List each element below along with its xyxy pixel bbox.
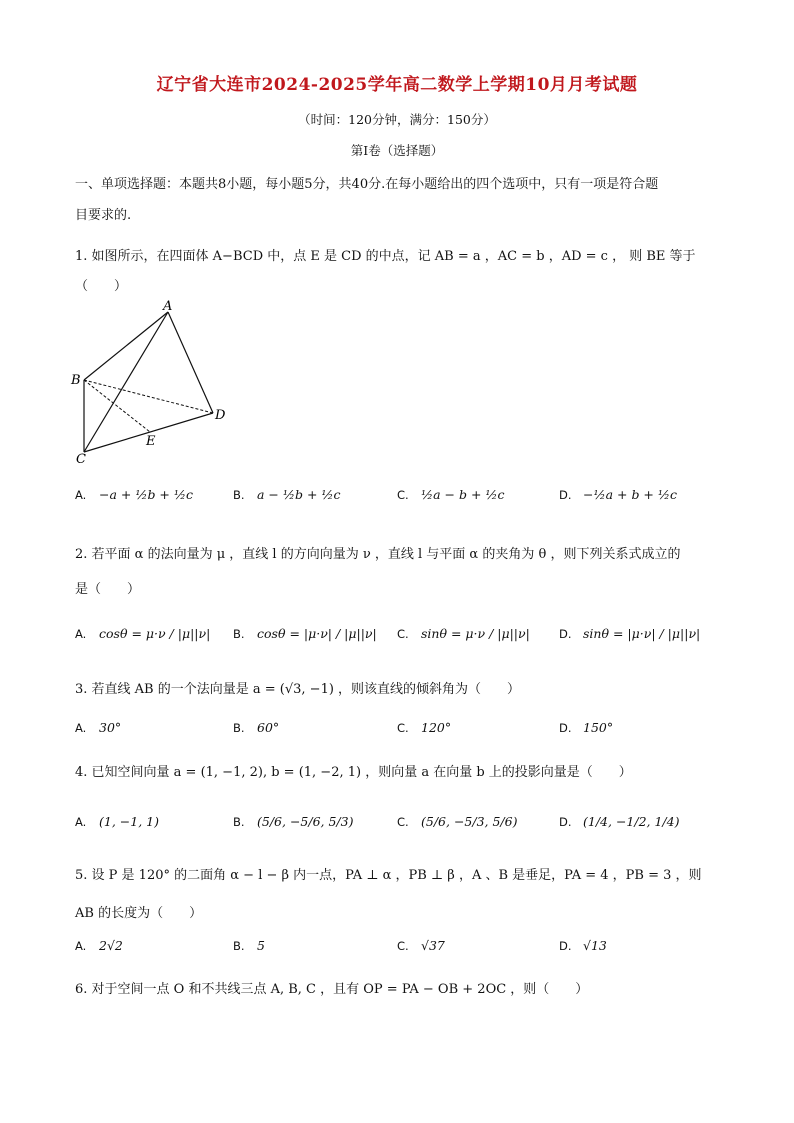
q4-option-b[interactable]: B. (5/6, −5/6, 5/3) bbox=[233, 814, 354, 829]
q6-stem-line1: 6. 对于空间一点 O 和不共线三点 A, B, C ，且有 OP = PA − OB + 2OC ，则（ ） bbox=[75, 982, 589, 997]
segment-be-hidden bbox=[84, 380, 150, 432]
q2-option-d[interactable]: D. sinθ = |μ·ν| / |μ||ν| bbox=[559, 626, 701, 641]
time-info: （时间：120分钟，满分：150分） bbox=[298, 112, 496, 127]
q3-option-d[interactable]: D. 150° bbox=[559, 720, 614, 735]
section-instructions-line2: 目要求的. bbox=[75, 208, 132, 223]
q2-option-a[interactable]: A. cosθ = μ·ν / |μ||ν| bbox=[75, 626, 211, 641]
edge-ad bbox=[168, 312, 213, 413]
q1-option-b[interactable]: B. a − ½b + ½c bbox=[233, 487, 341, 502]
edge-bd-hidden bbox=[84, 380, 213, 413]
q4-option-d[interactable]: D. (1/4, −1/2, 1/4) bbox=[559, 814, 680, 829]
volume-heading: 第Ⅰ卷（选择题） bbox=[350, 143, 444, 158]
q3-stem-line1: 3. 若直线 AB 的一个法向量是 a = (√3, −1) ，则该直线的倾斜角为（ ） bbox=[75, 682, 521, 697]
q3-option-b[interactable]: B. 60° bbox=[233, 720, 280, 735]
vertex-label-b: B bbox=[71, 373, 81, 388]
point-label-e: E bbox=[146, 434, 156, 449]
q2-stem-line1: 2. 若平面 α 的法向量为 μ ，直线 l 的方向向量为 ν ，直线 l 与平面 α 的夹角为 θ ，则下列关系式成立的 bbox=[75, 547, 681, 562]
exam-title: 辽宁省大连市2024-2025学年高二数学上学期10月月考试题 bbox=[156, 75, 638, 95]
q2-option-c[interactable]: C. sinθ = μ·ν / |μ||ν| bbox=[397, 626, 530, 641]
q4-option-c[interactable]: C. (5/6, −5/3, 5/6) bbox=[397, 814, 518, 829]
q5-stem-line2: AB 的长度为（ ） bbox=[75, 906, 203, 921]
vertex-label-a: A bbox=[163, 300, 173, 314]
q5-option-a[interactable]: A. 2√2 bbox=[75, 938, 123, 953]
q5-option-d[interactable]: D. √13 bbox=[559, 938, 607, 953]
q3-option-a[interactable]: A. 30° bbox=[75, 720, 122, 735]
vertex-label-d: D bbox=[215, 408, 226, 423]
q1-option-d[interactable]: D. −½a + b + ½c bbox=[559, 487, 678, 502]
section-instructions-line1: 一、单项选择题：本题共8小题，每小题5分，共40分.在每小题给出的四个选项中，只有一项是符合题 bbox=[75, 177, 659, 192]
q5-stem-line1: 5. 设 P 是 120° 的二面角 α − l − β 内一点，PA ⊥ α ，PB ⊥ β ，A 、B 是垂足，PA = 4 ，PB = 3 ，则 bbox=[75, 868, 702, 883]
q1-stem-line1: 1. 如图所示，在四面体 A−BCD 中，点 E 是 CD 的中点，记 AB = a ，AC = b ，AD = c ， 则 BE 等于 bbox=[75, 249, 696, 264]
q1-option-a[interactable]: A. −a + ½b + ½c bbox=[75, 487, 194, 502]
q3-option-c[interactable]: C. 120° bbox=[397, 720, 452, 735]
vertex-label-c: C bbox=[76, 452, 86, 465]
q5-option-c[interactable]: C. √37 bbox=[397, 938, 445, 953]
edge-ab bbox=[84, 312, 168, 380]
q4-option-a[interactable]: A. (1, −1, 1) bbox=[75, 814, 159, 829]
q1-option-c[interactable]: C. ½a − b + ½c bbox=[397, 487, 505, 502]
q2-stem-line2: 是（ ） bbox=[75, 582, 141, 597]
q2-option-b[interactable]: B. cosθ = |μ·ν| / |μ||ν| bbox=[233, 626, 377, 641]
q4-stem-line1: 4. 已知空间向量 a = (1, −1, 2), b = (1, −2, 1) ，则向量 a 在向量 b 上的投影向量是（ ） bbox=[75, 765, 632, 780]
q1-stem-line2: （ ） bbox=[75, 279, 128, 294]
q5-option-b[interactable]: B. 5 bbox=[233, 938, 265, 953]
tetrahedron-figure bbox=[68, 300, 248, 465]
